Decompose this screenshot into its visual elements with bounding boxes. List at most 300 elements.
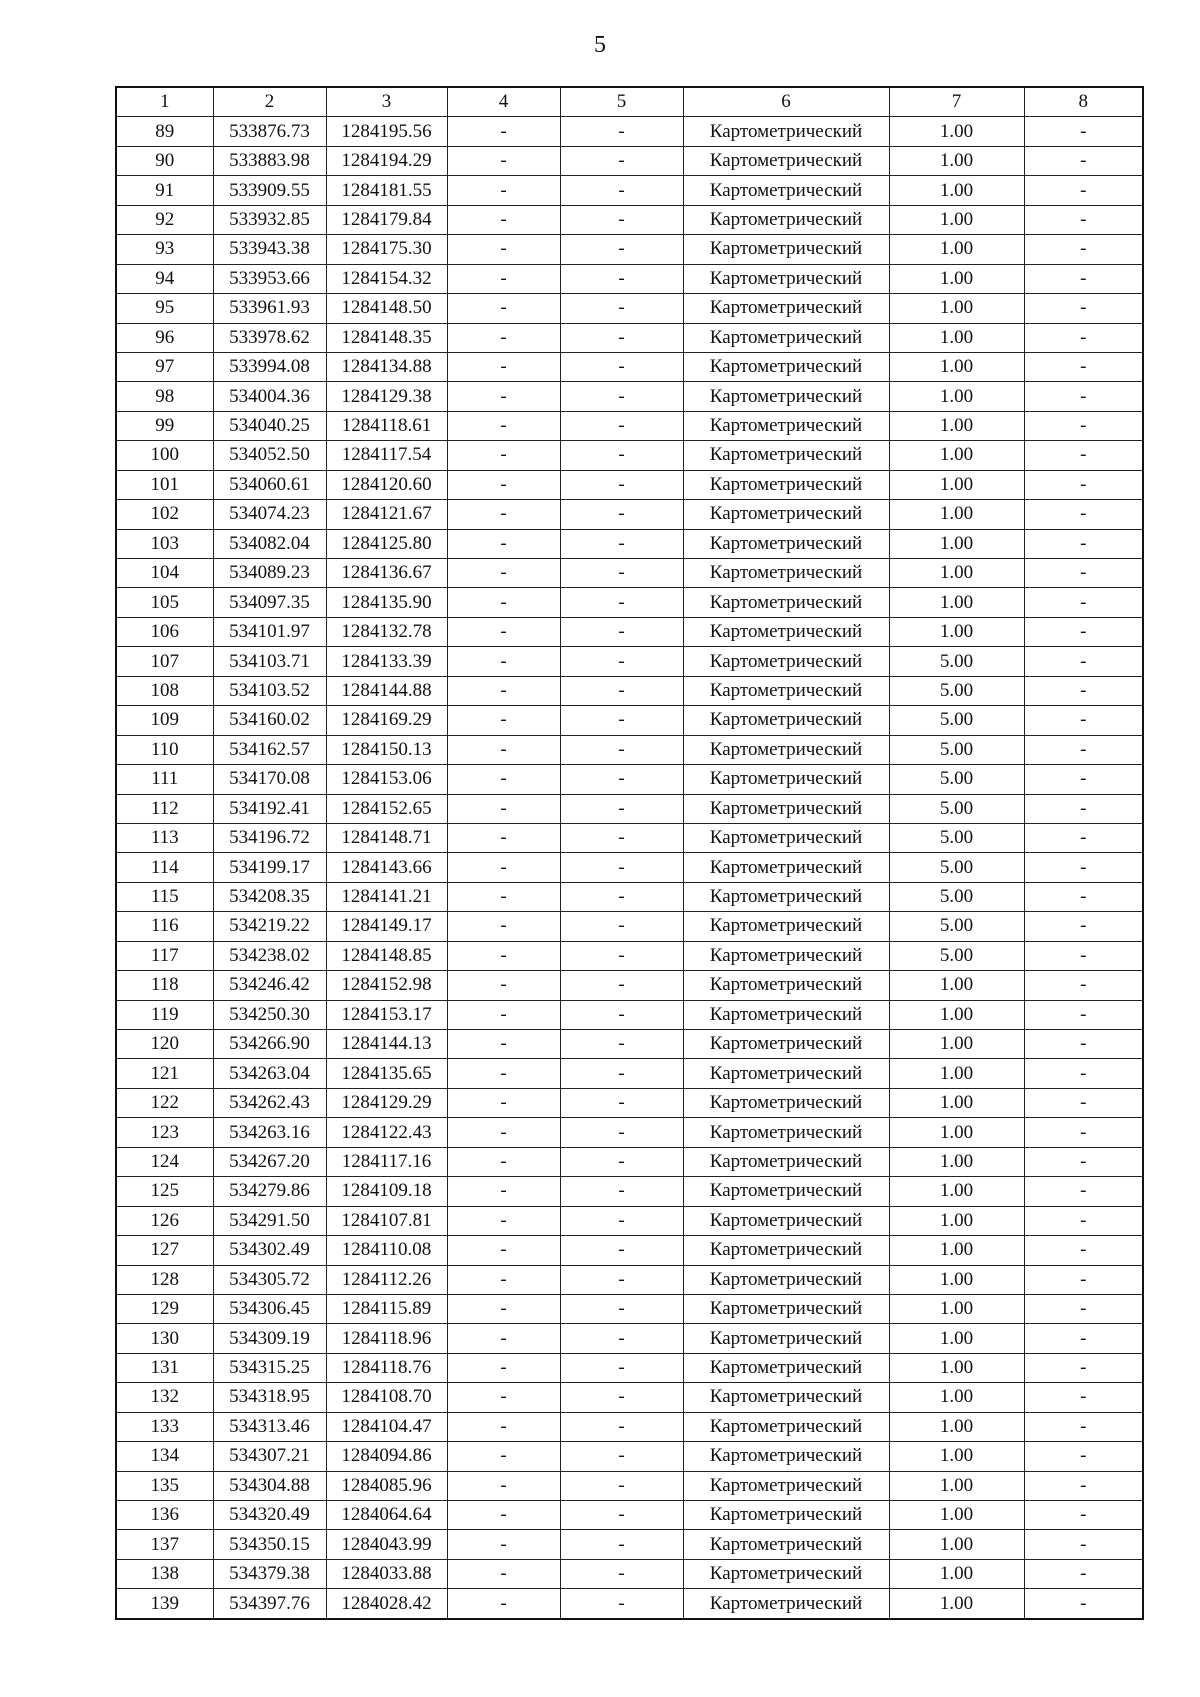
column-5-cell: - <box>560 647 683 676</box>
column-4-cell: - <box>447 647 560 676</box>
point-number-cell: 114 <box>116 853 213 882</box>
column-8-cell: - <box>1024 470 1143 499</box>
page-number: 5 <box>594 32 606 58</box>
y-coordinate-cell: 1284125.80 <box>326 529 447 558</box>
table-row <box>116 853 1143 882</box>
accuracy-cell: 5.00 <box>889 765 1024 794</box>
method-cell: Картометрический <box>683 1442 889 1471</box>
accuracy-cell: 1.00 <box>889 1383 1024 1412</box>
x-coordinate-cell: 534004.36 <box>213 382 326 411</box>
y-coordinate-cell: 1284153.17 <box>326 1000 447 1029</box>
method-cell: Картометрический <box>683 1088 889 1117</box>
x-coordinate-cell: 534082.04 <box>213 529 326 558</box>
accuracy-cell: 5.00 <box>889 735 1024 764</box>
column-8-cell: - <box>1024 382 1143 411</box>
x-coordinate-cell: 533943.38 <box>213 235 326 264</box>
column-5-cell: - <box>560 1442 683 1471</box>
accuracy-cell: 5.00 <box>889 912 1024 941</box>
table-row <box>116 1294 1143 1323</box>
y-coordinate-cell: 1284129.29 <box>326 1088 447 1117</box>
column-4-cell: - <box>447 559 560 588</box>
y-coordinate-cell: 1284152.98 <box>326 971 447 1000</box>
accuracy-cell: 1.00 <box>889 411 1024 440</box>
method-cell: Картометрический <box>683 971 889 1000</box>
table-row <box>116 146 1143 175</box>
column-8-cell: - <box>1024 117 1143 146</box>
point-number-cell: 129 <box>116 1294 213 1323</box>
point-number-cell: 89 <box>116 117 213 146</box>
table-row <box>116 529 1143 558</box>
column-5-cell: - <box>560 971 683 1000</box>
column-8-cell: - <box>1024 176 1143 205</box>
point-number-cell: 125 <box>116 1177 213 1206</box>
accuracy-cell: 1.00 <box>889 1059 1024 1088</box>
column-8-cell: - <box>1024 294 1143 323</box>
column-5-cell: - <box>560 500 683 529</box>
column-4-cell: - <box>447 294 560 323</box>
x-coordinate-cell: 534074.23 <box>213 500 326 529</box>
accuracy-cell: 5.00 <box>889 794 1024 823</box>
accuracy-cell: 1.00 <box>889 1088 1024 1117</box>
column-8-cell: - <box>1024 823 1143 852</box>
accuracy-cell: 1.00 <box>889 294 1024 323</box>
column-8-cell: - <box>1024 1324 1143 1353</box>
column-5-cell: - <box>560 1236 683 1265</box>
point-number-cell: 132 <box>116 1383 213 1412</box>
y-coordinate-cell: 1284135.65 <box>326 1059 447 1088</box>
table-row <box>116 676 1143 705</box>
column-4-cell: - <box>447 1000 560 1029</box>
table-row <box>116 1471 1143 1500</box>
accuracy-cell: 1.00 <box>889 264 1024 293</box>
accuracy-cell: 1.00 <box>889 1236 1024 1265</box>
point-number-cell: 116 <box>116 912 213 941</box>
table-row <box>116 323 1143 352</box>
column-4-cell: - <box>447 382 560 411</box>
y-coordinate-cell: 1284064.64 <box>326 1501 447 1530</box>
column-4-cell: - <box>447 1383 560 1412</box>
point-number-cell: 106 <box>116 617 213 646</box>
column-4-cell: - <box>447 1530 560 1559</box>
y-coordinate-cell: 1284109.18 <box>326 1177 447 1206</box>
accuracy-cell: 1.00 <box>889 529 1024 558</box>
table-row <box>116 1412 1143 1441</box>
point-number-cell: 131 <box>116 1353 213 1382</box>
accuracy-cell: 1.00 <box>889 971 1024 1000</box>
method-cell: Картометрический <box>683 794 889 823</box>
x-coordinate-cell: 534196.72 <box>213 823 326 852</box>
method-cell: Картометрический <box>683 500 889 529</box>
column-8-cell: - <box>1024 1442 1143 1471</box>
table-row <box>116 1589 1143 1619</box>
accuracy-cell: 5.00 <box>889 647 1024 676</box>
x-coordinate-cell: 534279.86 <box>213 1177 326 1206</box>
method-cell: Картометрический <box>683 176 889 205</box>
y-coordinate-cell: 1284144.88 <box>326 676 447 705</box>
column-5-cell: - <box>560 352 683 381</box>
y-coordinate-cell: 1284148.85 <box>326 941 447 970</box>
y-coordinate-cell: 1284154.32 <box>326 264 447 293</box>
x-coordinate-cell: 534199.17 <box>213 853 326 882</box>
table-row <box>116 1559 1143 1588</box>
column-5-cell: - <box>560 676 683 705</box>
method-cell: Картометрический <box>683 1118 889 1147</box>
x-coordinate-cell: 534052.50 <box>213 441 326 470</box>
column-4-cell: - <box>447 971 560 1000</box>
column-4-cell: - <box>447 323 560 352</box>
table-row <box>116 971 1143 1000</box>
accuracy-cell: 1.00 <box>889 146 1024 175</box>
point-number-cell: 97 <box>116 352 213 381</box>
column-5-cell: - <box>560 1294 683 1323</box>
column-5-cell: - <box>560 941 683 970</box>
column-5-cell: - <box>560 176 683 205</box>
method-cell: Картометрический <box>683 1000 889 1029</box>
method-cell: Картометрический <box>683 441 889 470</box>
column-5-cell: - <box>560 323 683 352</box>
x-coordinate-cell: 533909.55 <box>213 176 326 205</box>
column-header: 6 <box>683 87 889 117</box>
point-number-cell: 126 <box>116 1206 213 1235</box>
y-coordinate-cell: 1284085.96 <box>326 1471 447 1500</box>
x-coordinate-cell: 534302.49 <box>213 1236 326 1265</box>
method-cell: Картометрический <box>683 617 889 646</box>
column-4-cell: - <box>447 853 560 882</box>
column-8-cell: - <box>1024 706 1143 735</box>
accuracy-cell: 1.00 <box>889 1030 1024 1059</box>
table-row <box>116 1442 1143 1471</box>
point-number-cell: 108 <box>116 676 213 705</box>
y-coordinate-cell: 1284135.90 <box>326 588 447 617</box>
y-coordinate-cell: 1284104.47 <box>326 1412 447 1441</box>
method-cell: Картометрический <box>683 1177 889 1206</box>
column-5-cell: - <box>560 294 683 323</box>
method-cell: Картометрический <box>683 294 889 323</box>
accuracy-cell: 1.00 <box>889 1412 1024 1441</box>
column-8-cell: - <box>1024 735 1143 764</box>
method-cell: Картометрический <box>683 117 889 146</box>
y-coordinate-cell: 1284143.66 <box>326 853 447 882</box>
column-5-cell: - <box>560 706 683 735</box>
accuracy-cell: 1.00 <box>889 617 1024 646</box>
column-4-cell: - <box>447 765 560 794</box>
method-cell: Картометрический <box>683 1501 889 1530</box>
y-coordinate-cell: 1284148.50 <box>326 294 447 323</box>
column-8-cell: - <box>1024 352 1143 381</box>
point-number-cell: 127 <box>116 1236 213 1265</box>
table-row <box>116 264 1143 293</box>
column-4-cell: - <box>447 1589 560 1619</box>
accuracy-cell: 1.00 <box>889 1324 1024 1353</box>
x-coordinate-cell: 534162.57 <box>213 735 326 764</box>
method-cell: Картометрический <box>683 1412 889 1441</box>
column-8-cell: - <box>1024 912 1143 941</box>
point-number-cell: 102 <box>116 500 213 529</box>
column-8-cell: - <box>1024 1471 1143 1500</box>
accuracy-cell: 5.00 <box>889 823 1024 852</box>
y-coordinate-cell: 1284150.13 <box>326 735 447 764</box>
column-4-cell: - <box>447 205 560 234</box>
y-coordinate-cell: 1284148.71 <box>326 823 447 852</box>
accuracy-cell: 1.00 <box>889 1000 1024 1029</box>
column-8-cell: - <box>1024 647 1143 676</box>
column-4-cell: - <box>447 1147 560 1176</box>
x-coordinate-cell: 534263.16 <box>213 1118 326 1147</box>
accuracy-cell: 1.00 <box>889 1559 1024 1588</box>
table-row <box>116 411 1143 440</box>
accuracy-cell: 5.00 <box>889 676 1024 705</box>
y-coordinate-cell: 1284118.61 <box>326 411 447 440</box>
column-5-cell: - <box>560 1530 683 1559</box>
x-coordinate-cell: 534304.88 <box>213 1471 326 1500</box>
method-cell: Картометрический <box>683 1471 889 1500</box>
column-5-cell: - <box>560 235 683 264</box>
point-number-cell: 104 <box>116 559 213 588</box>
column-4-cell: - <box>447 1294 560 1323</box>
point-number-cell: 134 <box>116 1442 213 1471</box>
point-number-cell: 120 <box>116 1030 213 1059</box>
point-number-cell: 92 <box>116 205 213 234</box>
accuracy-cell: 1.00 <box>889 117 1024 146</box>
column-4-cell: - <box>447 706 560 735</box>
x-coordinate-cell: 534309.19 <box>213 1324 326 1353</box>
method-cell: Картометрический <box>683 735 889 764</box>
column-8-cell: - <box>1024 1147 1143 1176</box>
column-4-cell: - <box>447 1177 560 1206</box>
y-coordinate-cell: 1284129.38 <box>326 382 447 411</box>
x-coordinate-cell: 534089.23 <box>213 559 326 588</box>
table-row <box>116 882 1143 911</box>
method-cell: Картометрический <box>683 1059 889 1088</box>
point-number-cell: 123 <box>116 1118 213 1147</box>
column-4-cell: - <box>447 823 560 852</box>
column-8-cell: - <box>1024 264 1143 293</box>
column-4-cell: - <box>447 735 560 764</box>
column-header: 4 <box>447 87 560 117</box>
x-coordinate-cell: 534318.95 <box>213 1383 326 1412</box>
column-8-cell: - <box>1024 853 1143 882</box>
y-coordinate-cell: 1284141.21 <box>326 882 447 911</box>
y-coordinate-cell: 1284094.86 <box>326 1442 447 1471</box>
column-4-cell: - <box>447 1559 560 1588</box>
y-coordinate-cell: 1284153.06 <box>326 765 447 794</box>
table-row <box>116 1236 1143 1265</box>
table-body <box>116 117 1143 1619</box>
x-coordinate-cell: 533883.98 <box>213 146 326 175</box>
point-number-cell: 138 <box>116 1559 213 1588</box>
table-row <box>116 1353 1143 1382</box>
point-number-cell: 91 <box>116 176 213 205</box>
point-number-cell: 137 <box>116 1530 213 1559</box>
column-5-cell: - <box>560 1059 683 1088</box>
method-cell: Картометрический <box>683 205 889 234</box>
y-coordinate-cell: 1284132.78 <box>326 617 447 646</box>
y-coordinate-cell: 1284122.43 <box>326 1118 447 1147</box>
column-5-cell: - <box>560 1559 683 1588</box>
point-number-cell: 139 <box>116 1589 213 1619</box>
x-coordinate-cell: 534040.25 <box>213 411 326 440</box>
column-5-cell: - <box>560 382 683 411</box>
accuracy-cell: 1.00 <box>889 559 1024 588</box>
method-cell: Картометрический <box>683 647 889 676</box>
column-5-cell: - <box>560 912 683 941</box>
point-number-cell: 133 <box>116 1412 213 1441</box>
point-number-cell: 107 <box>116 647 213 676</box>
column-8-cell: - <box>1024 1236 1143 1265</box>
y-coordinate-cell: 1284028.42 <box>326 1589 447 1619</box>
x-coordinate-cell: 534208.35 <box>213 882 326 911</box>
column-5-cell: - <box>560 1501 683 1530</box>
y-coordinate-cell: 1284121.67 <box>326 500 447 529</box>
table-row <box>116 765 1143 794</box>
column-8-cell: - <box>1024 559 1143 588</box>
table-row <box>116 1059 1143 1088</box>
accuracy-cell: 1.00 <box>889 323 1024 352</box>
point-number-cell: 118 <box>116 971 213 1000</box>
x-coordinate-cell: 534291.50 <box>213 1206 326 1235</box>
point-number-cell: 115 <box>116 882 213 911</box>
column-4-cell: - <box>447 470 560 499</box>
column-4-cell: - <box>447 1353 560 1382</box>
table-row <box>116 647 1143 676</box>
method-cell: Картометрический <box>683 882 889 911</box>
y-coordinate-cell: 1284043.99 <box>326 1530 447 1559</box>
column-4-cell: - <box>447 176 560 205</box>
method-cell: Картометрический <box>683 1030 889 1059</box>
column-5-cell: - <box>560 617 683 646</box>
accuracy-cell: 1.00 <box>889 352 1024 381</box>
method-cell: Картометрический <box>683 1383 889 1412</box>
point-number-cell: 105 <box>116 588 213 617</box>
point-number-cell: 124 <box>116 1147 213 1176</box>
method-cell: Картометрический <box>683 1206 889 1235</box>
point-number-cell: 93 <box>116 235 213 264</box>
table-row <box>116 823 1143 852</box>
column-4-cell: - <box>447 411 560 440</box>
point-number-cell: 94 <box>116 264 213 293</box>
column-8-cell: - <box>1024 1177 1143 1206</box>
column-8-cell: - <box>1024 1088 1143 1117</box>
y-coordinate-cell: 1284134.88 <box>326 352 447 381</box>
column-8-cell: - <box>1024 1589 1143 1619</box>
table-row <box>116 235 1143 264</box>
table-row <box>116 941 1143 970</box>
column-4-cell: - <box>447 146 560 175</box>
x-coordinate-cell: 534103.71 <box>213 647 326 676</box>
x-coordinate-cell: 534101.97 <box>213 617 326 646</box>
y-coordinate-cell: 1284117.16 <box>326 1147 447 1176</box>
column-4-cell: - <box>447 941 560 970</box>
column-8-cell: - <box>1024 1000 1143 1029</box>
table-row <box>116 1501 1143 1530</box>
column-4-cell: - <box>447 676 560 705</box>
table-row <box>116 617 1143 646</box>
accuracy-cell: 5.00 <box>889 706 1024 735</box>
accuracy-cell: 1.00 <box>889 588 1024 617</box>
x-coordinate-cell: 533932.85 <box>213 205 326 234</box>
x-coordinate-cell: 534315.25 <box>213 1353 326 1382</box>
point-number-cell: 117 <box>116 941 213 970</box>
column-5-cell: - <box>560 1147 683 1176</box>
y-coordinate-cell: 1284181.55 <box>326 176 447 205</box>
point-number-cell: 112 <box>116 794 213 823</box>
point-number-cell: 95 <box>116 294 213 323</box>
y-coordinate-cell: 1284152.65 <box>326 794 447 823</box>
column-4-cell: - <box>447 235 560 264</box>
column-4-cell: - <box>447 912 560 941</box>
table-row <box>116 1265 1143 1294</box>
accuracy-cell: 1.00 <box>889 176 1024 205</box>
column-5-cell: - <box>560 1383 683 1412</box>
method-cell: Картометрический <box>683 853 889 882</box>
y-coordinate-cell: 1284115.89 <box>326 1294 447 1323</box>
table-row <box>116 352 1143 381</box>
column-5-cell: - <box>560 1589 683 1619</box>
point-number-cell: 96 <box>116 323 213 352</box>
accuracy-cell: 1.00 <box>889 1118 1024 1147</box>
point-number-cell: 121 <box>116 1059 213 1088</box>
column-8-cell: - <box>1024 971 1143 1000</box>
column-5-cell: - <box>560 1088 683 1117</box>
column-8-cell: - <box>1024 441 1143 470</box>
table-row <box>116 1147 1143 1176</box>
column-4-cell: - <box>447 1442 560 1471</box>
column-4-cell: - <box>447 1236 560 1265</box>
table-row <box>116 912 1143 941</box>
method-cell: Картометрический <box>683 382 889 411</box>
column-8-cell: - <box>1024 941 1143 970</box>
method-cell: Картометрический <box>683 559 889 588</box>
x-coordinate-cell: 534397.76 <box>213 1589 326 1619</box>
column-8-cell: - <box>1024 588 1143 617</box>
column-header: 3 <box>326 87 447 117</box>
point-number-cell: 113 <box>116 823 213 852</box>
column-8-cell: - <box>1024 529 1143 558</box>
column-4-cell: - <box>447 500 560 529</box>
x-coordinate-cell: 534246.42 <box>213 971 326 1000</box>
column-8-cell: - <box>1024 235 1143 264</box>
method-cell: Картометрический <box>683 1559 889 1588</box>
column-4-cell: - <box>447 1471 560 1500</box>
method-cell: Картометрический <box>683 1265 889 1294</box>
column-5-cell: - <box>560 1471 683 1500</box>
table-row <box>116 117 1143 146</box>
column-header: 1 <box>116 87 213 117</box>
y-coordinate-cell: 1284175.30 <box>326 235 447 264</box>
table-row <box>116 470 1143 499</box>
accuracy-cell: 1.00 <box>889 500 1024 529</box>
point-number-cell: 110 <box>116 735 213 764</box>
column-4-cell: - <box>447 1324 560 1353</box>
point-number-cell: 130 <box>116 1324 213 1353</box>
column-8-cell: - <box>1024 617 1143 646</box>
column-8-cell: - <box>1024 1530 1143 1559</box>
method-cell: Картометрический <box>683 676 889 705</box>
x-coordinate-cell: 533978.62 <box>213 323 326 352</box>
y-coordinate-cell: 1284112.26 <box>326 1265 447 1294</box>
table-row <box>116 1030 1143 1059</box>
column-4-cell: - <box>447 352 560 381</box>
table-row <box>116 441 1143 470</box>
column-4-cell: - <box>447 588 560 617</box>
point-number-cell: 103 <box>116 529 213 558</box>
column-header: 5 <box>560 87 683 117</box>
point-number-cell: 101 <box>116 470 213 499</box>
column-5-cell: - <box>560 794 683 823</box>
method-cell: Картометрический <box>683 1589 889 1619</box>
column-4-cell: - <box>447 794 560 823</box>
column-4-cell: - <box>447 529 560 558</box>
